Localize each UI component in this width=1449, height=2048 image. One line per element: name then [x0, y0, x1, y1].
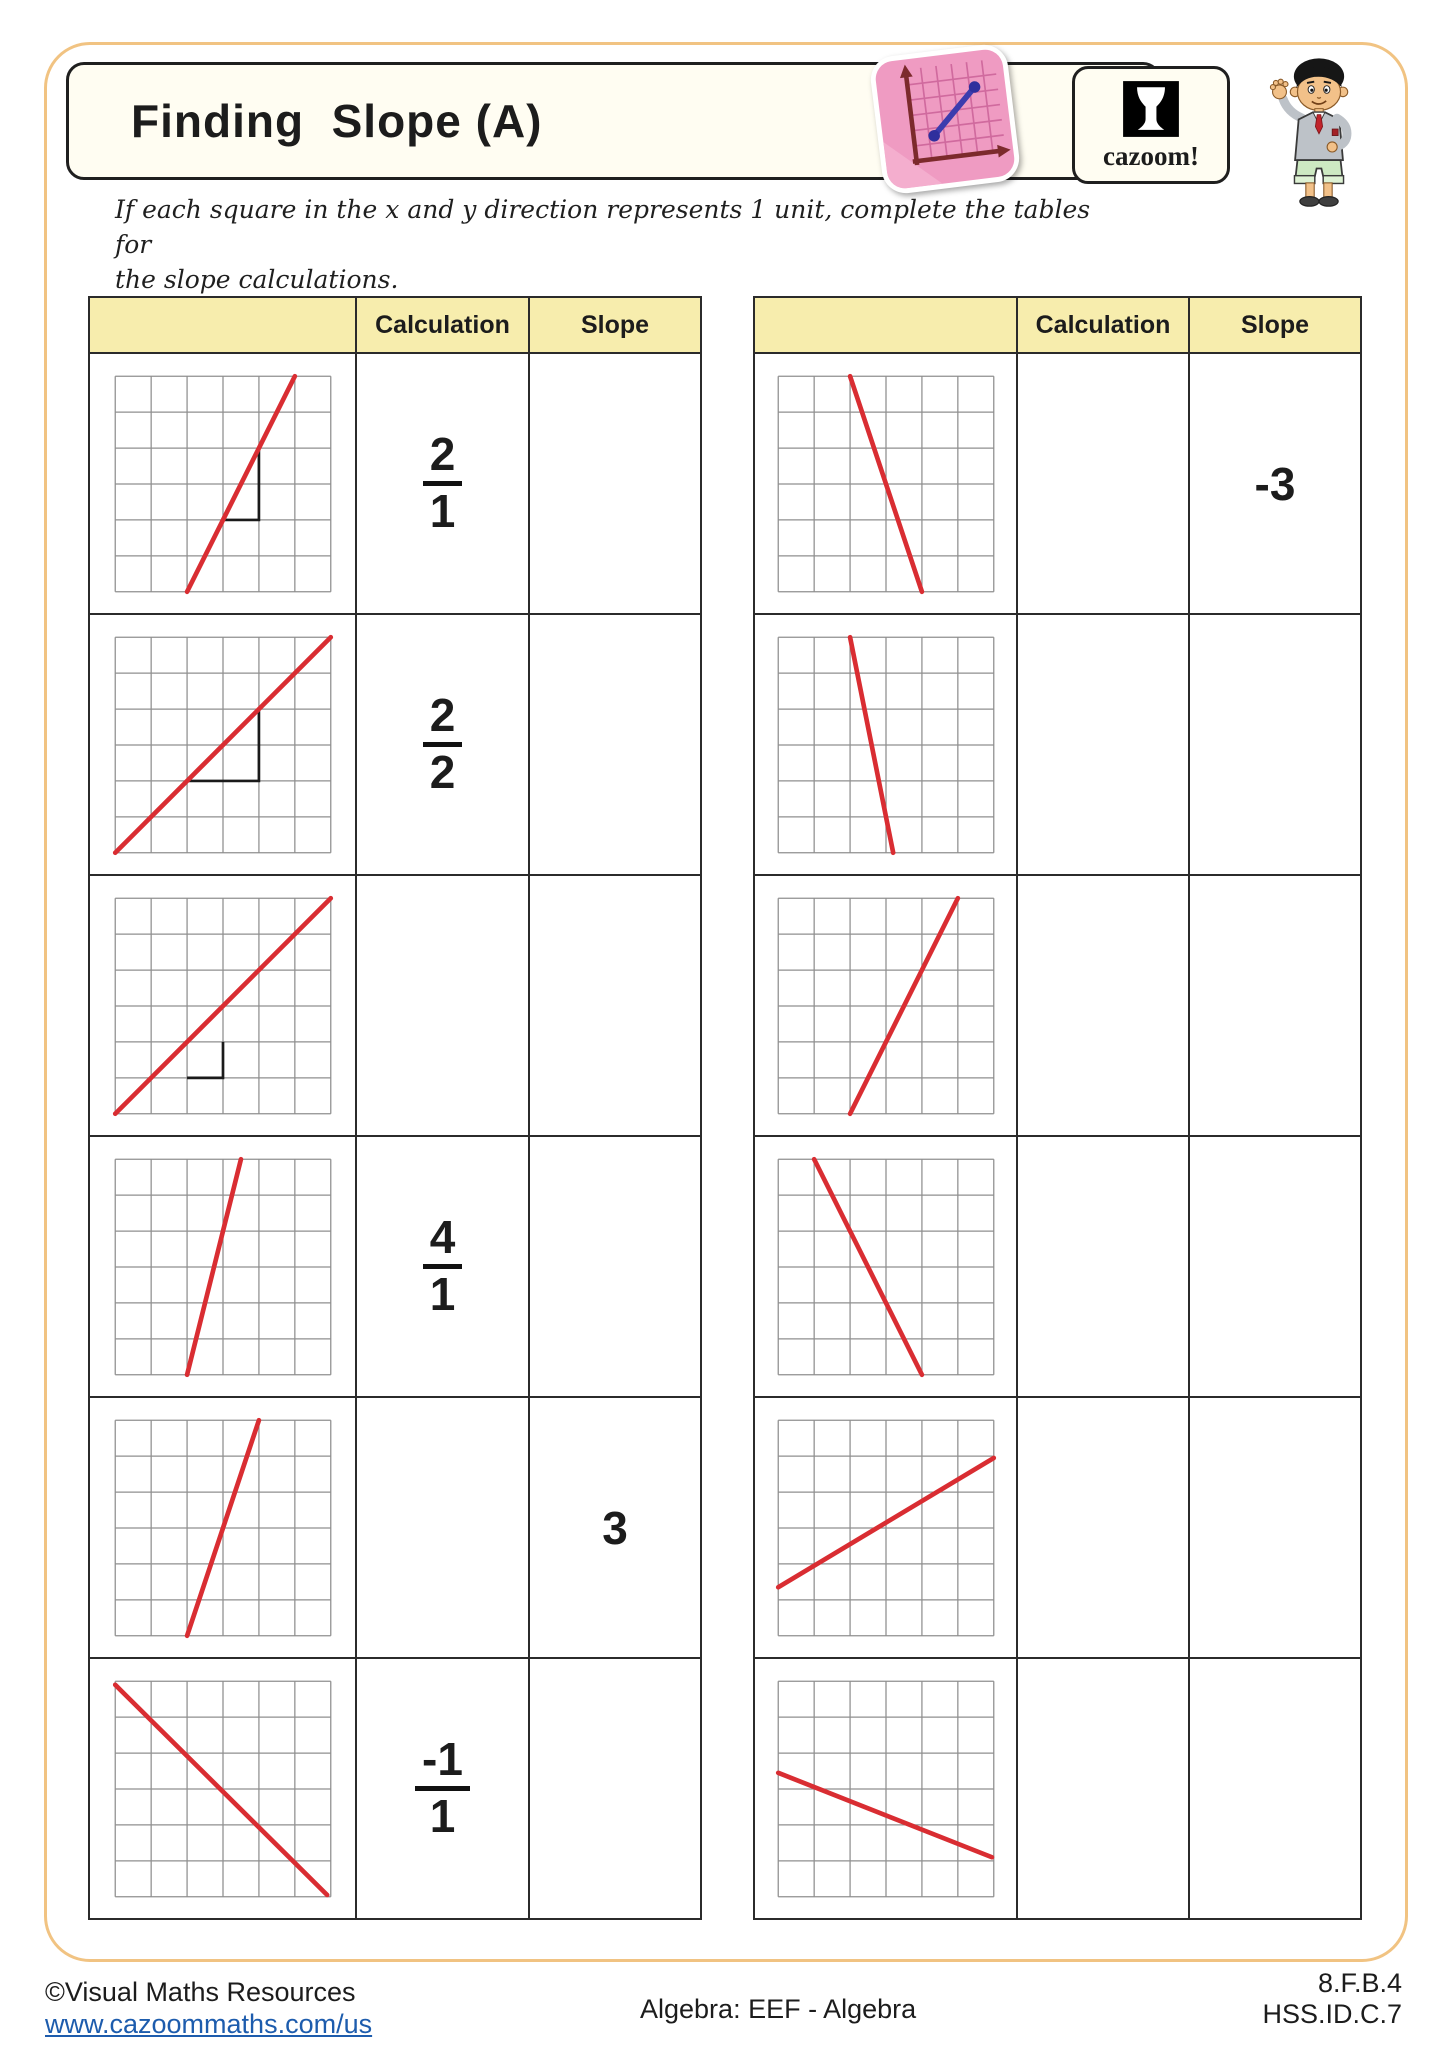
graph-cell — [755, 615, 1018, 876]
slope-cell — [530, 1398, 702, 1659]
grid-graph — [775, 1417, 997, 1639]
graph-cell — [90, 615, 357, 876]
calculation-header: Calculation — [1018, 298, 1190, 354]
graph-cell — [755, 1398, 1018, 1659]
table-row-5 — [755, 1398, 1362, 1659]
graph-cell — [90, 1398, 357, 1659]
calculation-cell — [357, 1398, 530, 1659]
slope-cell — [530, 876, 702, 1137]
table-row-4 — [755, 1137, 1362, 1398]
calculation-cell — [1018, 1137, 1190, 1398]
graph-cell — [755, 354, 1018, 615]
cazoom-logo — [1072, 66, 1230, 184]
footer-standard-1: 8.F.B.4 — [1317, 1968, 1402, 1998]
graph-cell — [755, 1659, 1018, 1920]
grid-graph — [775, 1156, 997, 1378]
footer-copyright: ©Visual Maths Resources — [45, 1977, 356, 2007]
slope-cell — [1190, 1659, 1362, 1920]
calculation-cell — [1018, 615, 1190, 876]
slope-table-right — [753, 296, 1362, 1920]
fraction-denominator: 1 — [429, 1790, 456, 1842]
grid-graph — [112, 1678, 334, 1900]
grid-graph — [112, 373, 334, 595]
calculation-cell — [1018, 1659, 1190, 1920]
instruction-text — [115, 192, 1095, 297]
grid-graph — [112, 1156, 334, 1378]
table-row-4 — [90, 1137, 702, 1398]
graph-badge-icon — [874, 48, 1017, 191]
fraction-denominator: 2 — [429, 746, 456, 798]
graph-badge — [868, 42, 1022, 196]
table-row-1 — [90, 354, 702, 615]
graph-cell — [90, 1137, 357, 1398]
fraction-numerator: 4 — [423, 1213, 463, 1269]
grid-graph — [775, 1678, 997, 1900]
table-header-row — [755, 298, 1362, 354]
graph-cell — [90, 1659, 357, 1920]
slope-value: -3 — [1254, 457, 1296, 510]
graph-cell — [90, 876, 357, 1137]
slope-header: Slope — [530, 298, 702, 354]
grid-graph — [775, 634, 997, 856]
slope-cell — [530, 615, 702, 876]
grid-graph — [775, 373, 997, 595]
slope-cell — [1190, 354, 1362, 615]
slope-cell — [530, 1137, 702, 1398]
calculation-fraction — [415, 1735, 470, 1841]
graph-cell — [755, 1137, 1018, 1398]
table-row-3 — [90, 876, 702, 1137]
fraction-numerator: 2 — [423, 691, 463, 747]
page-title: Finding Slope (A) — [131, 95, 543, 147]
calculation-fraction — [423, 691, 463, 797]
calculation-cell — [1018, 1398, 1190, 1659]
slope-table-left — [88, 296, 702, 1920]
grid-graph — [775, 895, 997, 1117]
fraction-numerator: -1 — [415, 1735, 470, 1791]
calculation-cell — [1018, 876, 1190, 1137]
slope-cell — [1190, 615, 1362, 876]
table-header-row — [90, 298, 702, 354]
calculation-cell — [357, 615, 530, 876]
fraction-denominator: 1 — [429, 485, 456, 537]
cazoom-drum-icon — [1120, 78, 1182, 140]
slope-cell — [1190, 1137, 1362, 1398]
footer-left — [45, 1976, 372, 2040]
calculation-cell — [1018, 354, 1190, 615]
boy-illustration — [1248, 50, 1390, 213]
instruction-line2: the slope calculations. — [115, 265, 399, 294]
table-row-1 — [755, 354, 1362, 615]
slope-header: Slope — [1190, 298, 1362, 354]
table-row-6 — [90, 1659, 702, 1920]
calculation-cell — [357, 1137, 530, 1398]
calculation-header: Calculation — [357, 298, 530, 354]
slope-cell — [1190, 1398, 1362, 1659]
graph-cell — [90, 354, 357, 615]
table-row-2 — [755, 615, 1362, 876]
slope-cell — [530, 1659, 702, 1920]
footer-standards — [1160, 1968, 1402, 2030]
calculation-cell — [357, 876, 530, 1137]
calculation-cell — [357, 354, 530, 615]
graph-header — [755, 298, 1018, 354]
fraction-numerator: 2 — [423, 430, 463, 486]
calculation-fraction — [423, 430, 463, 536]
footer-url-link[interactable]: www.cazoommaths.com/us — [45, 2009, 373, 2039]
footer-category: Algebra: EEF - Algebra — [640, 1994, 917, 2024]
fraction-denominator: 1 — [429, 1268, 456, 1320]
graph-header — [90, 298, 357, 354]
slope-cell — [1190, 876, 1362, 1137]
grid-graph — [112, 1417, 334, 1639]
table-row-3 — [755, 876, 1362, 1137]
cazoom-logo-text: cazoom! — [1103, 141, 1199, 171]
instruction-line1: If each square in the x and y direction represents 1 unit, complete the tables for — [115, 195, 1091, 259]
table-row-2 — [90, 615, 702, 876]
calculation-cell — [357, 1659, 530, 1920]
table-row-5 — [90, 1398, 702, 1659]
slope-value: 3 — [602, 1501, 628, 1554]
footer-standard-2: HSS.ID.C.7 — [1262, 1999, 1402, 2029]
table-row-6 — [755, 1659, 1362, 1920]
grid-graph — [112, 634, 334, 856]
calculation-fraction — [423, 1213, 463, 1319]
grid-graph — [112, 895, 334, 1117]
slope-cell — [530, 354, 702, 615]
graph-cell — [755, 876, 1018, 1137]
